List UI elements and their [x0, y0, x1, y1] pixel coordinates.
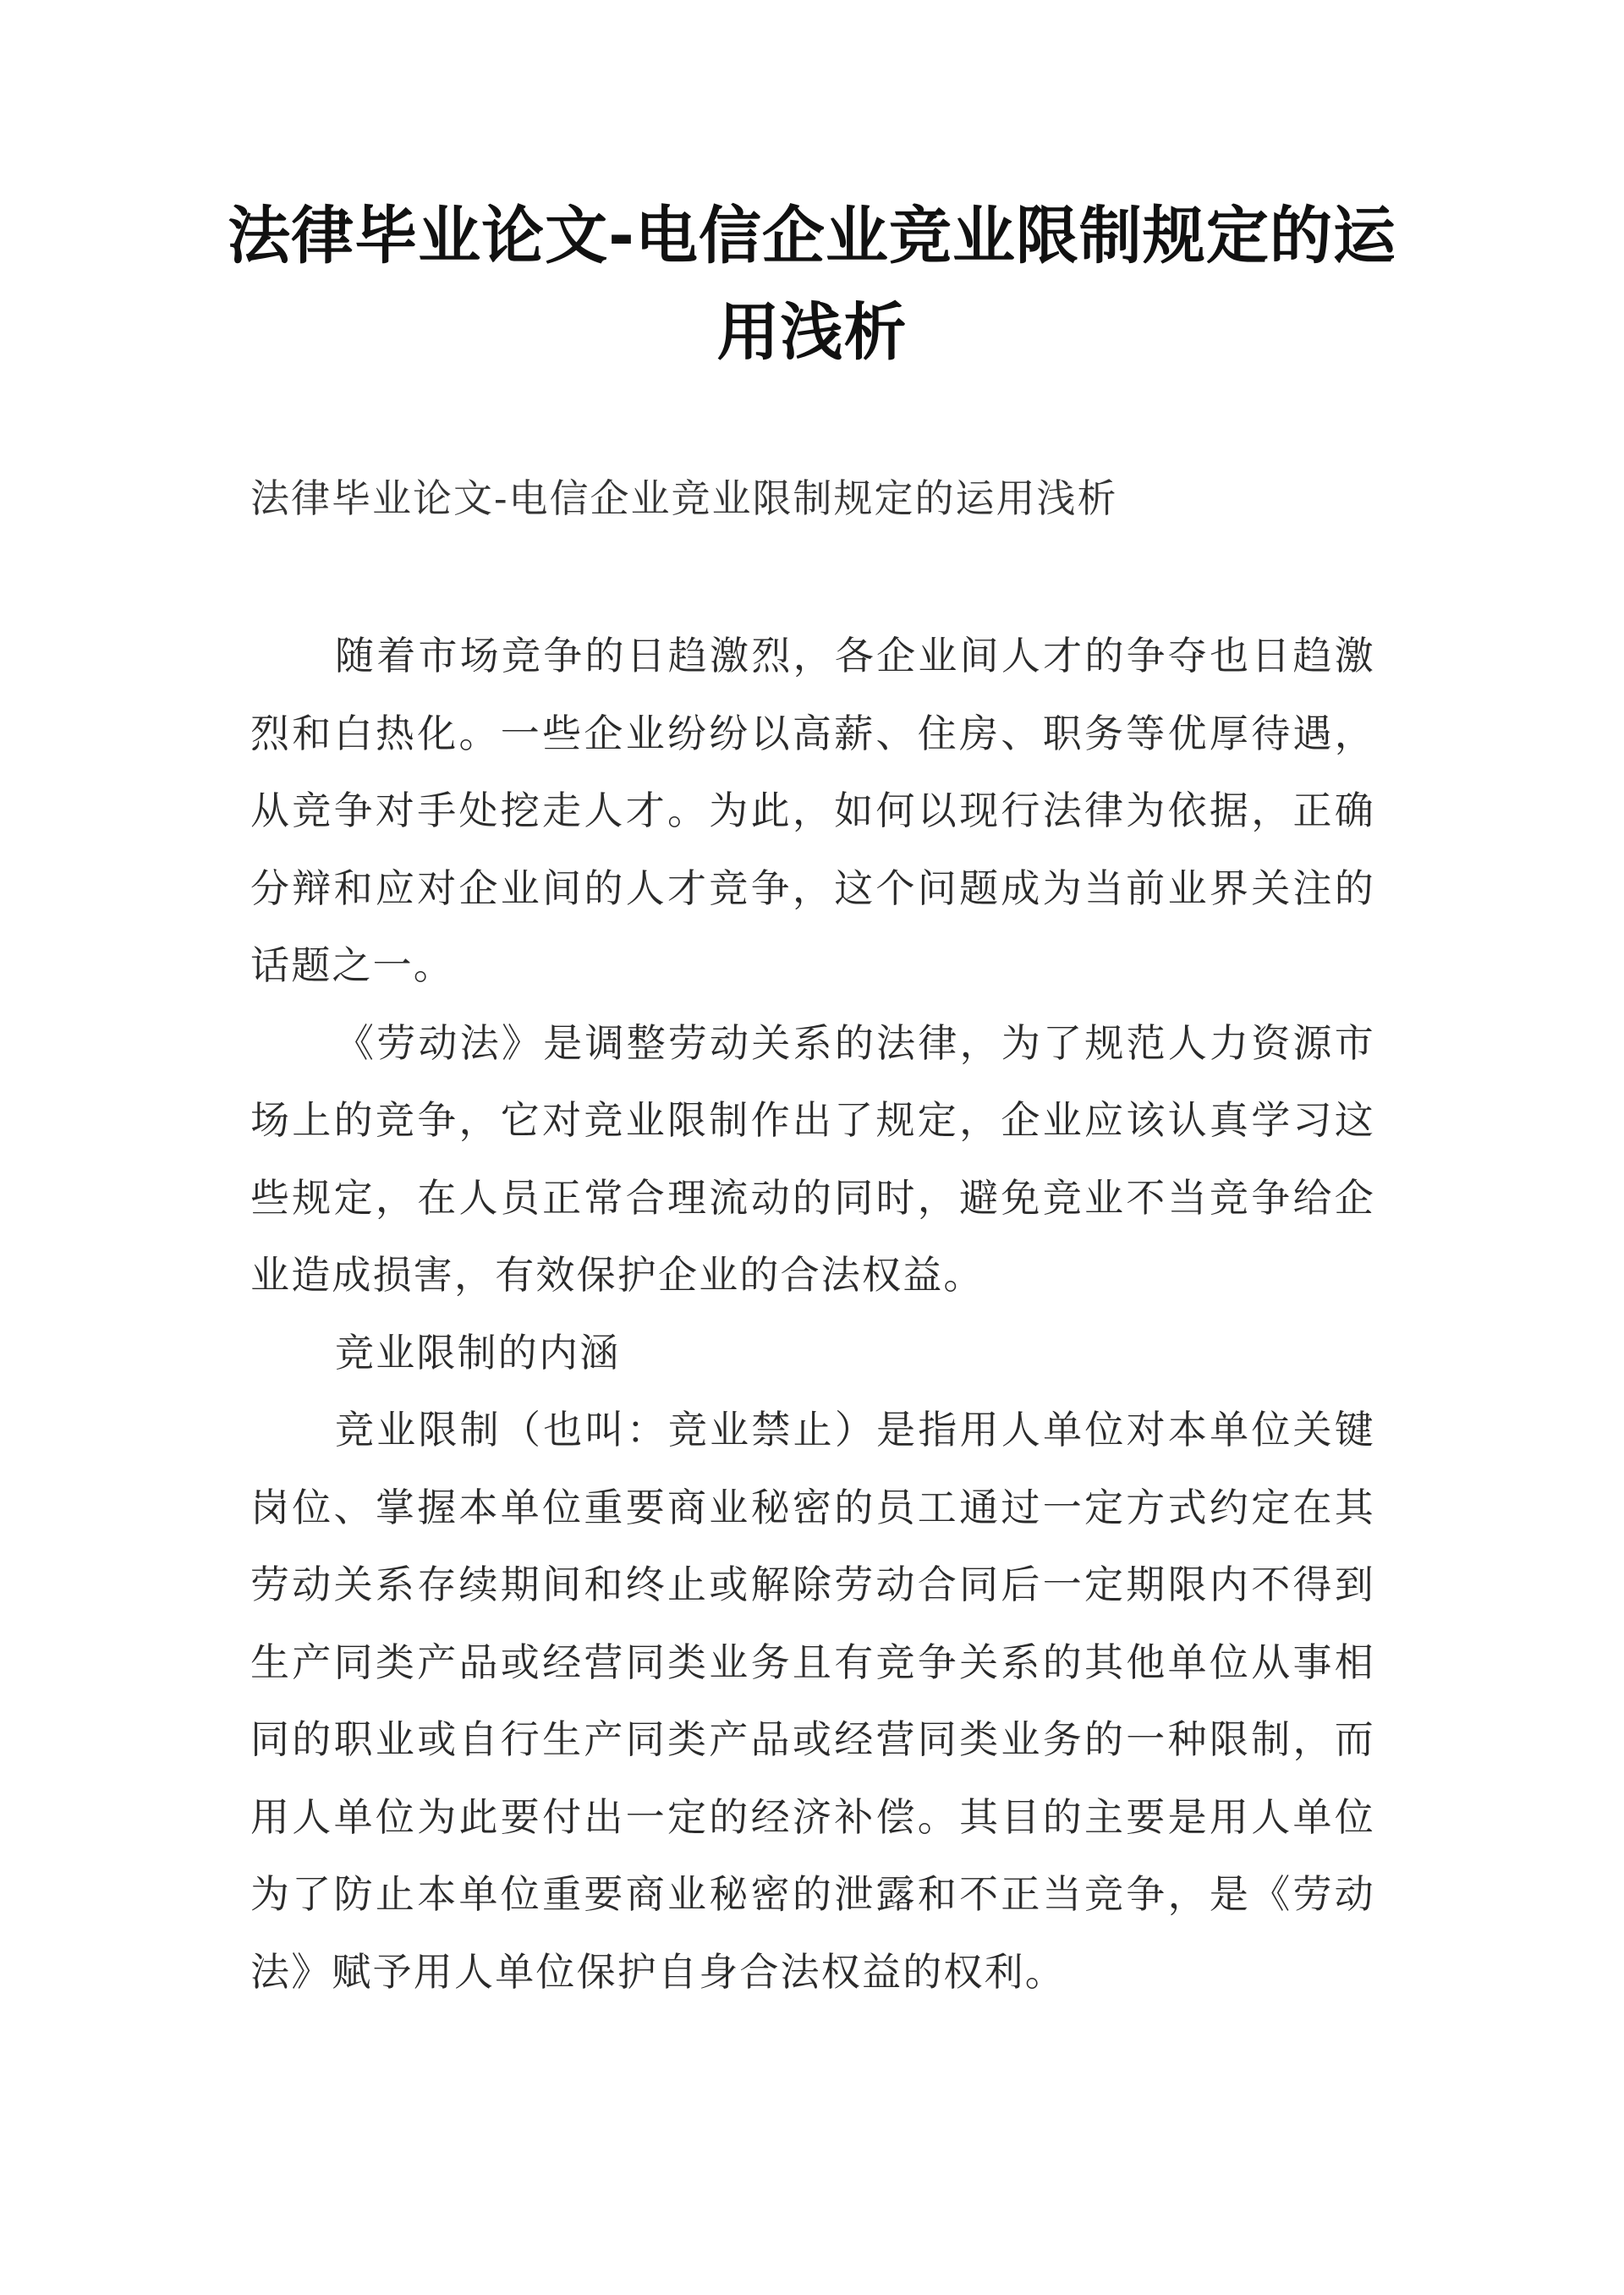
- document-title: 法律毕业论文-电信企业竞业限制规定的运用浅析: [228, 200, 1396, 369]
- section-heading: 竞业限制的内涵: [335, 1329, 621, 1375]
- body-paragraph: 竞业限制（也叫：竞业禁止）是指用人单位对本单位关键岗位、掌握本单位重要商业秘密的员工通过一定方式约定在其劳动关系存续期间和终止或解除劳动合同后一定期限内不得到生产同类产品或经营同类业务且有竞争关系的其他单位从事相同的职业或自行生产同类产品或经营同类业务的一种限制，而用人单位为此要付出一定的经济补偿。其目的主要是用人单位为了防止本单位重要商业秘密的泄露和不正当竞争，是《劳动法》赋予用人单位保护自身合法权益的权利。: [250, 1407, 1375, 1995]
- document-body: [250, 618, 1375, 2011]
- document-subtitle: 法律毕业论文-电信企业竞业限制规定的运用浅析: [250, 475, 1118, 521]
- body-paragraph: 《劳动法》是调整劳动关系的法律，为了规范人力资源市场上的竞争，它对竞业限制作出了规定，企业应该认真学习这些规定，在人员正常合理流动的同时，避免竞业不当竞争给企业造成损害，有效保护企业的合法权益。: [250, 1019, 1375, 1298]
- body-paragraph: 随着市场竞争的日趋激烈，各企业间人才的争夺也日趋激烈和白热化。一些企业纷纷以高薪、住房、职务等优厚待遇，从竞争对手处挖走人才。为此，如何以现行法律为依据，正确分辩和应对企业间的人才竞争，这个问题成为当前业界关注的话题之一。: [250, 633, 1375, 988]
